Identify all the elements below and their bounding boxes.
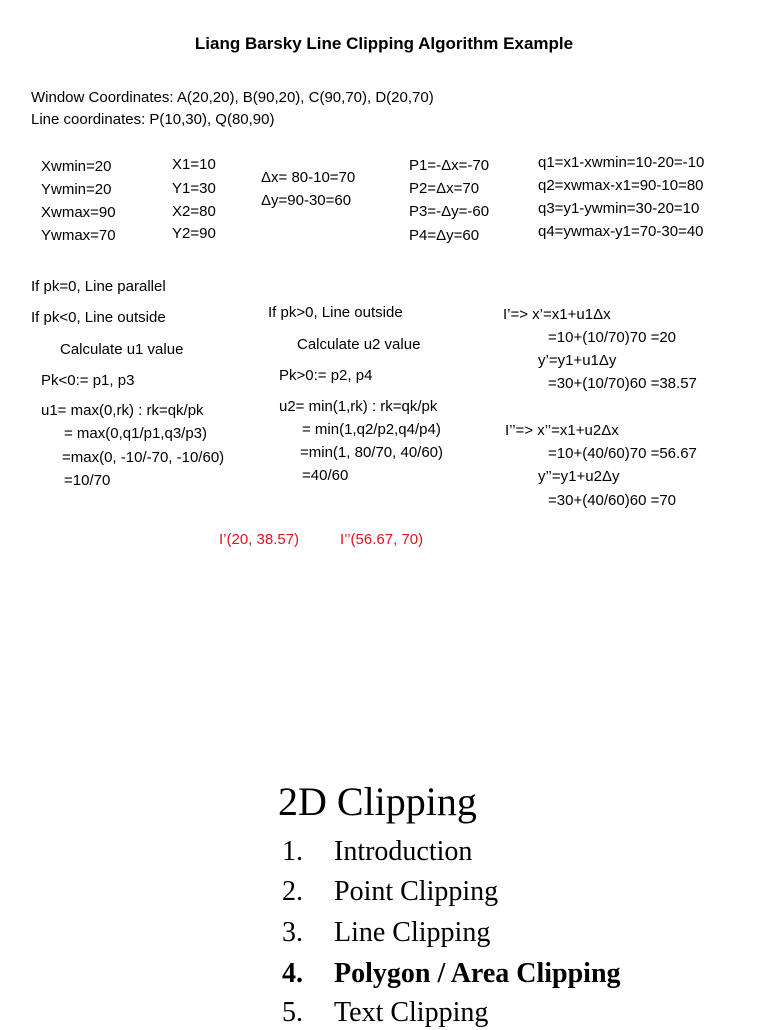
u2-step: =min(1, 80/70, 40/60): [300, 444, 444, 461]
x2-value: X2=80: [172, 203, 216, 220]
q2-value: q2=xwmax-x1=90-10=80: [538, 177, 704, 194]
u1-heading: Calculate u1 value: [60, 341, 184, 358]
u1-step: =max(0, -10/-70, -10/60): [62, 449, 225, 466]
list-item-number: 4.: [282, 958, 303, 989]
u2-heading: Calculate u2 value: [297, 336, 421, 353]
i2-x-value: =10+(40/60)70 =56.67: [548, 445, 697, 462]
p2-value: P2=Δx=70: [409, 180, 480, 197]
u1-formula: u1= max(0,rk) : rk=qk/pk: [41, 402, 204, 419]
i2-y-value: =30+(40/60)60 =70: [548, 492, 677, 509]
result-point-1: I’(20, 38.57): [219, 531, 300, 548]
page-title: Liang Barsky Line Clipping Algorithm Example: [194, 34, 574, 53]
p4-value: P4=Δy=60: [409, 227, 480, 244]
p3-value: P3=-Δy=-60: [409, 203, 490, 220]
i1-x-value: =10+(10/70)70 =20: [548, 329, 677, 346]
list-item-label: Point Clipping: [334, 876, 499, 907]
ywmax-value: Ywmax=70: [41, 227, 116, 244]
rule-outside-positive: If pk>0, Line outside: [268, 304, 403, 321]
q1-value: q1=x1-xwmin=10-20=-10: [538, 154, 705, 171]
delta-y: Δy=90-30=60: [261, 192, 352, 209]
delta-x: Δx= 80-10=70: [261, 169, 356, 186]
y1-value: Y1=30: [172, 180, 216, 197]
slide-title: 2D Clipping: [278, 779, 477, 824]
i1-x-formula: I’=> x’=x1+u1Δx: [503, 306, 611, 323]
window-coordinates: Window Coordinates: A(20,20), B(90,20), C(90,70), D(20,70): [31, 89, 434, 106]
list-item: [282, 875, 498, 909]
list-item-label: Text Clipping: [334, 997, 489, 1028]
q3-value: q3=y1-ywmin=30-20=10: [538, 200, 700, 217]
i1-y-value: =30+(10/70)60 =38.57: [548, 375, 697, 392]
x1-value: X1=10: [172, 156, 216, 173]
list-item: [282, 916, 490, 950]
u1-result: =10/70: [64, 472, 111, 489]
i1-y-formula: y’=y1+u1Δy: [538, 352, 617, 369]
rule-outside-negative: If pk<0, Line outside: [31, 309, 166, 326]
u2-formula: u2= min(1,rk) : rk=qk/pk: [279, 398, 438, 415]
list-item-label: Line Clipping: [334, 917, 491, 948]
list-item-label: Polygon / Area Clipping: [334, 958, 621, 989]
list-item-number: 2.: [282, 876, 303, 907]
rule-parallel: If pk=0, Line parallel: [31, 278, 166, 295]
i2-x-formula: I’’=> x’’=x1+u2Δx: [505, 422, 619, 439]
xwmin-value: Xwmin=20: [41, 158, 112, 175]
i2-y-formula: y’’=y1+u2Δy: [538, 468, 620, 485]
p1-value: P1=-Δx=-70: [409, 157, 490, 174]
list-item-label: Introduction: [334, 836, 473, 867]
y2-value: Y2=90: [172, 225, 216, 242]
u1-step: = max(0,q1/p1,q3/p3): [64, 425, 208, 442]
ywmin-value: Ywmin=20: [41, 181, 112, 198]
q4-value: q4=ywmax-y1=70-30=40: [538, 223, 704, 240]
list-item-number: 3.: [282, 917, 303, 948]
result-point-2: I’’(56.67, 70): [340, 531, 424, 548]
u1-pk: Pk<0:= p1, p3: [41, 372, 135, 389]
u2-pk: Pk>0:= p2, p4: [279, 367, 373, 384]
line-coordinates: Line coordinates: P(10,30), Q(80,90): [31, 111, 275, 128]
u2-result: =40/60: [302, 467, 349, 484]
xwmax-value: Xwmax=90: [41, 204, 116, 221]
list-item-current: [282, 957, 621, 991]
list-item-number: 1.: [282, 836, 303, 867]
u2-step: = min(1,q2/p2,q4/p4): [302, 421, 441, 438]
list-item-number: 5.: [282, 997, 303, 1028]
list-item: [282, 835, 472, 869]
list-item: [282, 996, 488, 1030]
